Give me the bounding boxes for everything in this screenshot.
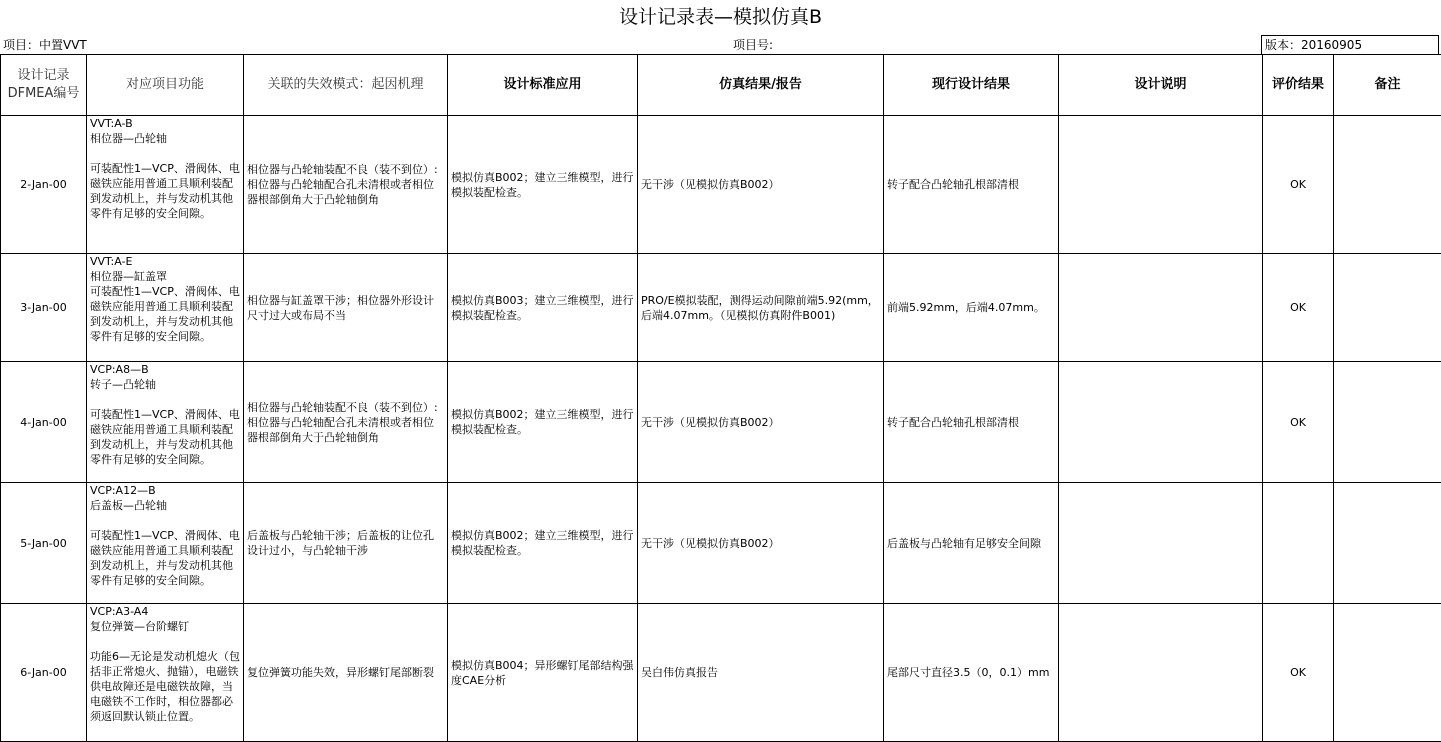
record-cell[interactable]: 5-Jan-00	[1, 483, 87, 604]
simulation-cell[interactable]: PRO/E模拟装配，测得运动间隙前端5.92(mm，后端4.07mm。（见模拟仿真附件B001)	[638, 254, 884, 362]
table-row	[1, 483, 1441, 604]
simulation-cell[interactable]: 无干涉（见模拟仿真B002）	[638, 116, 884, 254]
remarks-cell[interactable]	[1334, 116, 1441, 254]
table-row	[1, 362, 1441, 483]
version-label: 版本：20160905	[1261, 35, 1439, 54]
current-design-cell[interactable]: 转子配合凸轮轴孔根部清根	[884, 116, 1059, 254]
header-explanation: 设计说明	[1059, 55, 1263, 116]
evaluation-cell[interactable]: OK	[1263, 604, 1334, 742]
project-label: 项目：中置VVT	[3, 37, 87, 53]
explanation-cell[interactable]	[1059, 483, 1263, 604]
failure-cell[interactable]: 后盖板与凸轮轴干涉；后盖板的让位孔设计过小，与凸轮轴干涉	[244, 483, 448, 604]
current-design-cell[interactable]: 转子配合凸轮轴孔根部清根	[884, 362, 1059, 483]
current-design-cell[interactable]: 尾部尺寸直径3.5（0，0.1）mm	[884, 604, 1059, 742]
explanation-cell[interactable]	[1059, 254, 1263, 362]
remarks-cell[interactable]	[1334, 362, 1441, 483]
standard-cell[interactable]: 模拟仿真B002；建立三维模型，进行模拟装配检查。	[448, 362, 638, 483]
simulation-cell[interactable]: 无干涉（见模拟仿真B002）	[638, 483, 884, 604]
current-design-cell[interactable]: 前端5.92mm，后端4.07mm。	[884, 254, 1059, 362]
evaluation-cell[interactable]: OK	[1263, 116, 1334, 254]
remarks-cell[interactable]	[1334, 604, 1441, 742]
standard-cell[interactable]: 模拟仿真B003；建立三维模型，进行模拟装配检查。	[448, 254, 638, 362]
failure-cell[interactable]: 相位器与缸盖罩干涉；相位器外形设计尺寸过大或布局不当	[244, 254, 448, 362]
table-row	[1, 604, 1441, 742]
record-cell[interactable]: 2-Jan-00	[1, 116, 87, 254]
header-row	[1, 55, 1441, 116]
header-remarks: 备注	[1334, 55, 1441, 116]
function-cell[interactable]: VVT:A-E 相位器—缸盖罩 可装配性1—VCP、滑阀体、电磁铁应能用普通工具顺利装配到发动机上，并与发动机其他零件有足够的安全间隙。	[87, 254, 244, 362]
explanation-cell[interactable]	[1059, 362, 1263, 483]
record-cell[interactable]: 4-Jan-00	[1, 362, 87, 483]
header-record-no	[1, 55, 87, 116]
record-cell[interactable]: 3-Jan-00	[1, 254, 87, 362]
remarks-cell[interactable]	[1334, 254, 1441, 362]
function-cell[interactable]: VCP:A12—B 后盖板—凸轮轴 可装配性1—VCP、滑阀体、电磁铁应能用普通工具顺利装配到发动机上，并与发动机其他零件有足够的安全间隙。	[87, 483, 244, 604]
simulation-cell[interactable]: 无干涉（见模拟仿真B002）	[638, 362, 884, 483]
standard-cell[interactable]: 模拟仿真B004；异形螺钉尾部结构强度CAE分析	[448, 604, 638, 742]
header-simulation: 仿真结果/报告	[638, 55, 884, 116]
table-row	[1, 254, 1441, 362]
header-standard: 设计标准应用	[448, 55, 638, 116]
standard-cell[interactable]: 模拟仿真B002；建立三维模型，进行模拟装配检查。	[448, 116, 638, 254]
header-current-design: 现行设计结果	[884, 55, 1059, 116]
header-record-no-line2: DFMEA编号	[8, 86, 80, 101]
project-number-label: 项目号:	[733, 37, 773, 53]
evaluation-cell[interactable]: OK	[1263, 362, 1334, 483]
header-function: 对应项目功能	[87, 55, 244, 116]
standard-cell[interactable]: 模拟仿真B002；建立三维模型，进行模拟装配检查。	[448, 483, 638, 604]
function-cell[interactable]: VVT:A-B 相位器—凸轮轴 可装配性1—VCP、滑阀体、电磁铁应能用普通工具顺利装配到发动机上，并与发动机其他零件有足够的安全间隙。	[87, 116, 244, 254]
failure-cell[interactable]: 相位器与凸轮轴装配不良（装不到位）:相位器与凸轮轴配合孔未清根或者相位器根部倒角大于凸轮轴倒角	[244, 116, 448, 254]
header-failure-mode: 关联的失效模式：起因机理	[244, 55, 448, 116]
table-row	[1, 116, 1441, 254]
explanation-cell[interactable]	[1059, 604, 1263, 742]
remarks-cell[interactable]	[1334, 483, 1441, 604]
record-cell[interactable]: 6-Jan-00	[1, 604, 87, 742]
failure-cell[interactable]: 复位弹簧功能失效，异形螺钉尾部断裂	[244, 604, 448, 742]
design-record-table	[0, 54, 1441, 742]
current-design-cell[interactable]: 后盖板与凸轮轴有足够安全间隙	[884, 483, 1059, 604]
page-title: 设计记录表—模拟仿真B	[0, 4, 1441, 30]
failure-cell[interactable]: 相位器与凸轮轴装配不良（装不到位）:相位器与凸轮轴配合孔未清根或者相位器根部倒角大于凸轮轴倒角	[244, 362, 448, 483]
header-evaluation: 评价结果	[1263, 55, 1334, 116]
evaluation-cell[interactable]	[1263, 483, 1334, 604]
function-cell[interactable]: VCP:A3-A4 复位弹簧—台阶螺钉 功能6—无论是发动机熄火（包括非正常熄火、抛锚），电磁铁供电故障还是电磁铁故障，当电磁铁不工作时，相位器都必须返回默认锁止位置。	[87, 604, 244, 742]
function-cell[interactable]: VCP:A8—B 转子—凸轮轴 可装配性1—VCP、滑阀体、电磁铁应能用普通工具顺利装配到发动机上，并与发动机其他零件有足够的安全间隙。	[87, 362, 244, 483]
header-record-no-line1: 设计记录	[17, 68, 69, 83]
explanation-cell[interactable]	[1059, 116, 1263, 254]
simulation-cell[interactable]: 吴白伟仿真报告	[638, 604, 884, 742]
evaluation-cell[interactable]: OK	[1263, 254, 1334, 362]
